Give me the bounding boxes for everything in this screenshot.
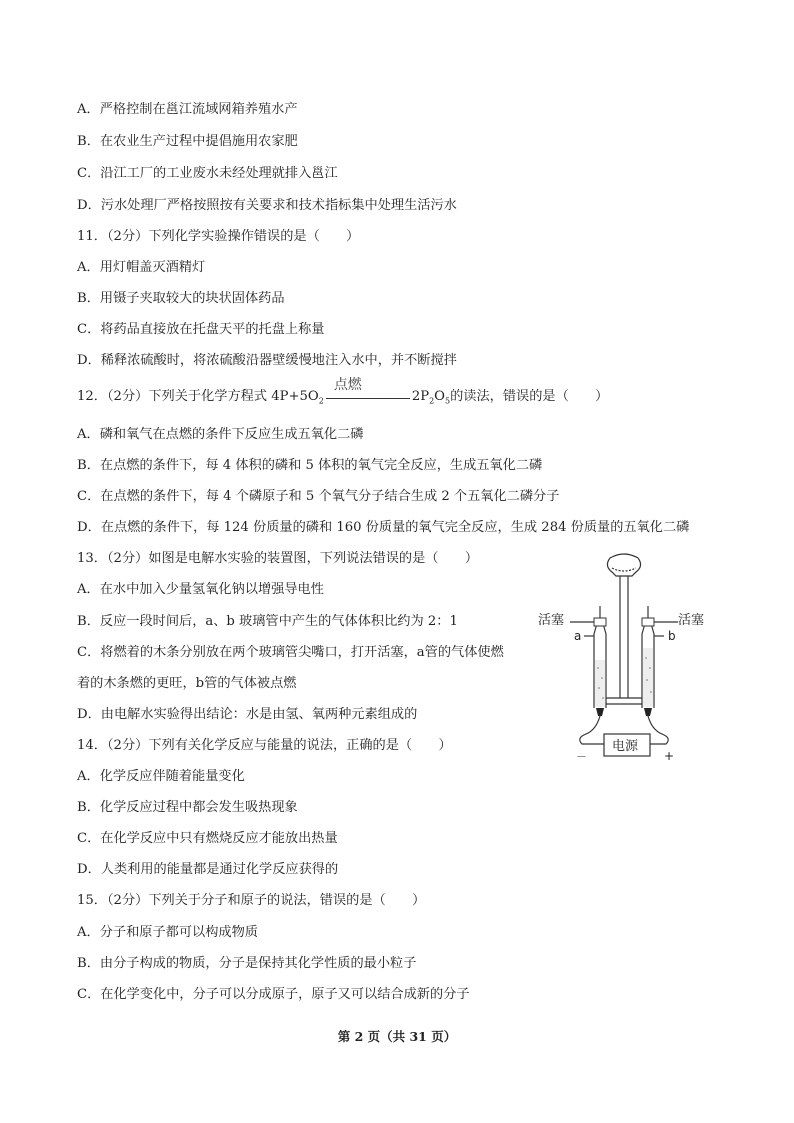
q12-suffix: 的读法，错误的是（ ） — [450, 389, 609, 404]
valve-right-label: 活塞 — [678, 613, 705, 628]
line-12d: D．在点燃的条件下，每 124 份质量的磷和 160 份质量的氧气完全反应，生成 284 份质量的五氧化二磷 — [77, 520, 690, 535]
line-15b: B．由分子构成的物质，分子是保持其化学性质的最小粒子 — [77, 956, 417, 971]
tube-a-label: a — [574, 629, 582, 643]
line-9: D．稀释浓硫酸时，将浓硫酸沿器壁缓慢地注入水中，并不断搅拌 — [77, 353, 457, 368]
left-tube-water — [595, 660, 605, 707]
line-1: A．严格控制在邕江流域网箱养殖水产 — [77, 102, 298, 117]
q12-product2: O — [434, 389, 445, 404]
q12-sub3: 5 — [444, 396, 451, 406]
line-13b: B．反应一段时间后，a、b 玻璃管中产生的气体体积比约为 2：1 — [77, 614, 458, 629]
q12-prefix: 12．（2分）下列关于化学方程式 4P+5O — [77, 389, 319, 404]
line-13c: C．将燃着的木条分别放在两个玻璃管尖嘴口，打开活塞，a管的气体使燃 — [77, 645, 504, 660]
electrolysis-apparatus-diagram — [528, 548, 714, 766]
positive-terminal-label: + — [664, 749, 675, 763]
line-4: D．污水处理厂严格按照按有关要求和技术指标集中处理生活污水 — [77, 198, 457, 213]
q12-product: 2P — [411, 389, 430, 404]
page-footer: 第 2 页（共 31 页） — [337, 1029, 457, 1044]
question-11: 11．（2分）下列化学实验操作错误的是（ ） — [77, 229, 360, 244]
line-13a: A．在水中加入少量氢氧化钠以增强导电性 — [77, 582, 324, 597]
line-12b: B．在点燃的条件下，每 4 体积的磷和 5 体积的氧气完全反应，生成五氧化二磷 — [77, 458, 543, 473]
right-electrode — [644, 708, 652, 716]
line-3: C．沿江工厂的工业废水未经处理就排入邕江 — [77, 166, 338, 181]
left-electrode — [596, 708, 604, 716]
line-12a: A．磷和氧气在点燃的条件下反应生成五氧化二磷 — [77, 427, 364, 442]
equation-bar — [326, 398, 410, 399]
line-14d: D．人类利用的能量都是通过化学反应获得的 — [77, 862, 339, 877]
line-7: B．用镊子夹取较大的块状固体药品 — [77, 291, 285, 306]
power-source-label: 电源 — [612, 739, 639, 754]
line-6: A．用灯帽盖灭酒精灯 — [77, 260, 206, 275]
line-12c: C．在点燃的条件下，每 4 个磷原子和 5 个氧气分子结合生成 2 个五氧化二磷分子 — [77, 489, 560, 504]
question-13: 13．（2分）如图是电解水实验的装置图，下列说法错误的是（ ） — [77, 551, 479, 566]
line-14a: A．化学反应伴随着能量变化 — [77, 769, 245, 784]
line-15a: A．分子和原子都可以构成物质 — [77, 925, 258, 940]
question-12 — [77, 377, 609, 406]
reaction-condition: 点燃 — [333, 377, 362, 393]
line-13d: D．由电解水实验得出结论：水是由氢、氧两种元素组成的 — [77, 707, 418, 722]
chemical-equation-arrow — [326, 377, 410, 405]
question-14: 14．（2分）下列有关化学反应与能量的说法，正确的是（ ） — [77, 738, 452, 753]
left-valve-icon — [594, 618, 606, 626]
line-2: B．在农业生产过程中提倡施用农家肥 — [77, 134, 298, 149]
line-14c: C．在化学反应中只有燃烧反应才能放出热量 — [77, 831, 338, 846]
line-8: C．将药品直接放在托盘天平的托盘上称量 — [77, 322, 325, 337]
right-tube-water — [643, 648, 653, 707]
tube-b-label: b — [668, 629, 676, 643]
question-15: 15．（2分）下列关于分子和原子的说法，错误的是（ ） — [77, 893, 426, 908]
line-15c: C．在化学变化中，分子可以分成原子，原子又可以结合成新的分子 — [77, 987, 470, 1002]
right-valve-icon — [642, 618, 654, 626]
q12-sub2: 2 — [429, 396, 435, 406]
valve-left-label: 活塞 — [538, 613, 565, 628]
line-14b: B．化学反应过程中都会发生吸热现象 — [77, 800, 298, 815]
negative-terminal-label: － — [576, 750, 587, 763]
q12-sub1: 2 — [318, 396, 324, 406]
line-13c-cont: 着的木条燃的更旺，b管的气体被点燃 — [77, 676, 297, 691]
